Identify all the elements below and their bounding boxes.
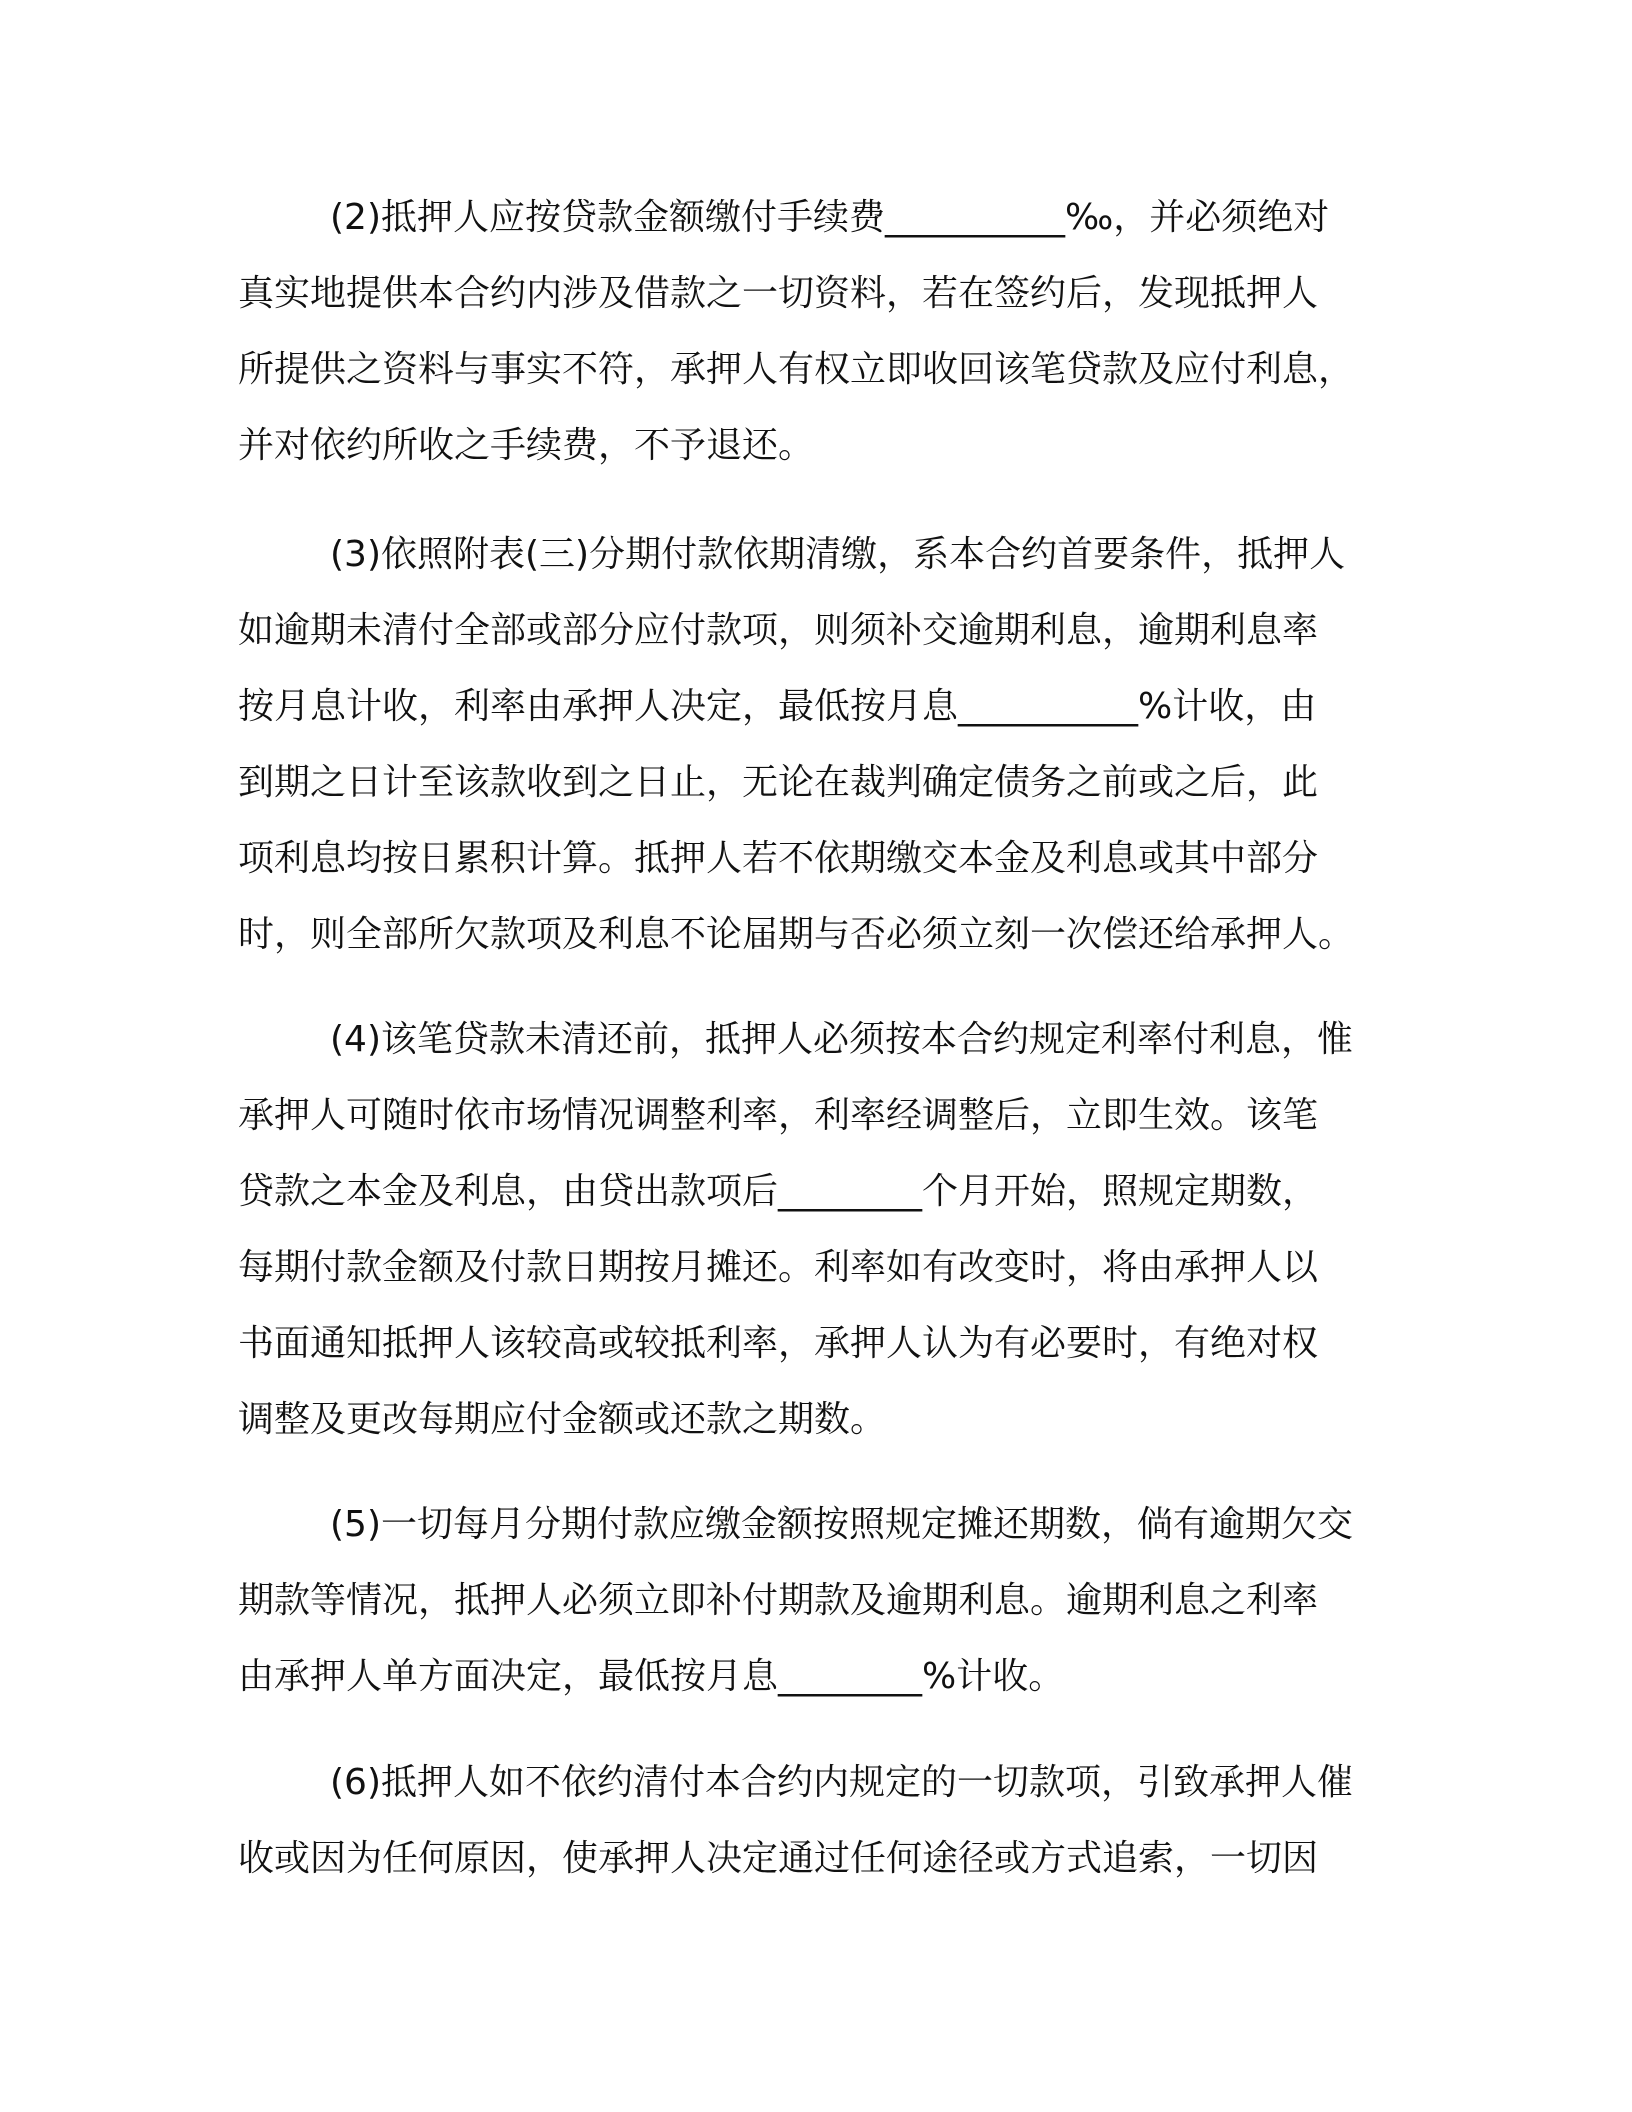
clause-5-line-1: (5)一切每月分期付款应缴金额按照规定摊还期数，倘有逾期欠交 [330, 1504, 1353, 1545]
clause-4-line-6: 调整及更改每期应付金额或还款之期数。 [238, 1399, 887, 1440]
clause-6-line-1: (6)抵押人如不依约清付本合约内规定的一切款项，引致承押人催 [330, 1762, 1353, 1803]
clause-2-line-3: 所提供之资料与事实不符，承押人有权立即收回该笔贷款及应付利息， [238, 349, 1355, 390]
clause-3-line-3: 按月息计收，利率由承押人决定，最低按月息__________%计收，由 [238, 686, 1317, 727]
clause-4-line-4: 每期付款金额及付款日期按月摊还。利率如有改变时，将由承押人以 [238, 1247, 1319, 1288]
clause-6-line-2: 收或因为任何原因，使承押人决定通过任何途径或方式追索，一切因 [238, 1838, 1319, 1879]
clause-4-line-5: 书面通知抵押人该较高或较抵利率，承押人认为有必要时，有绝对权 [238, 1323, 1319, 1364]
clause-4-line-2: 承押人可随时依市场情况调整利率，利率经调整后，立即生效。该笔 [238, 1095, 1319, 1136]
clause-5-line-3: 由承押人单方面决定，最低按月息________%计收。 [238, 1656, 1065, 1697]
clause-2-line-4: 并对依约所收之手续费，不予退还。 [238, 425, 815, 466]
clause-2-line-2: 真实地提供本合约内涉及借款之一切资料，若在签约后，发现抵押人 [238, 273, 1319, 314]
clause-2-line-1: (2)抵押人应按贷款金额缴付手续费__________‰，并必须绝对 [330, 197, 1330, 238]
clause-3-line-6: 时，则全部所欠款项及利息不论届期与否必须立刻一次偿还给承押人。 [238, 914, 1355, 955]
clause-4-line-1: (4)该笔贷款未清还前，抵押人必须按本合约规定利率付利息，惟 [330, 1019, 1353, 1060]
clause-3-line-5: 项利息均按日累积计算。抵押人若不依期缴交本金及利息或其中部分 [238, 838, 1319, 879]
clause-5-line-2: 期款等情况，抵押人必须立即补付期款及逾期利息。逾期利息之利率 [238, 1580, 1319, 1621]
clause-3-line-1: (3)依照附表(三)分期付款依期清缴，系本合约首要条件，抵押人 [330, 534, 1346, 575]
clause-3-line-4: 到期之日计至该款收到之日止，无论在裁判确定债务之前或之后，此 [238, 762, 1319, 803]
clause-3-line-2: 如逾期未清付全部或部分应付款项，则须补交逾期利息，逾期利息率 [238, 610, 1319, 651]
clause-4-line-3: 贷款之本金及利息，由贷出款项后________个月开始，照规定期数， [238, 1171, 1319, 1212]
